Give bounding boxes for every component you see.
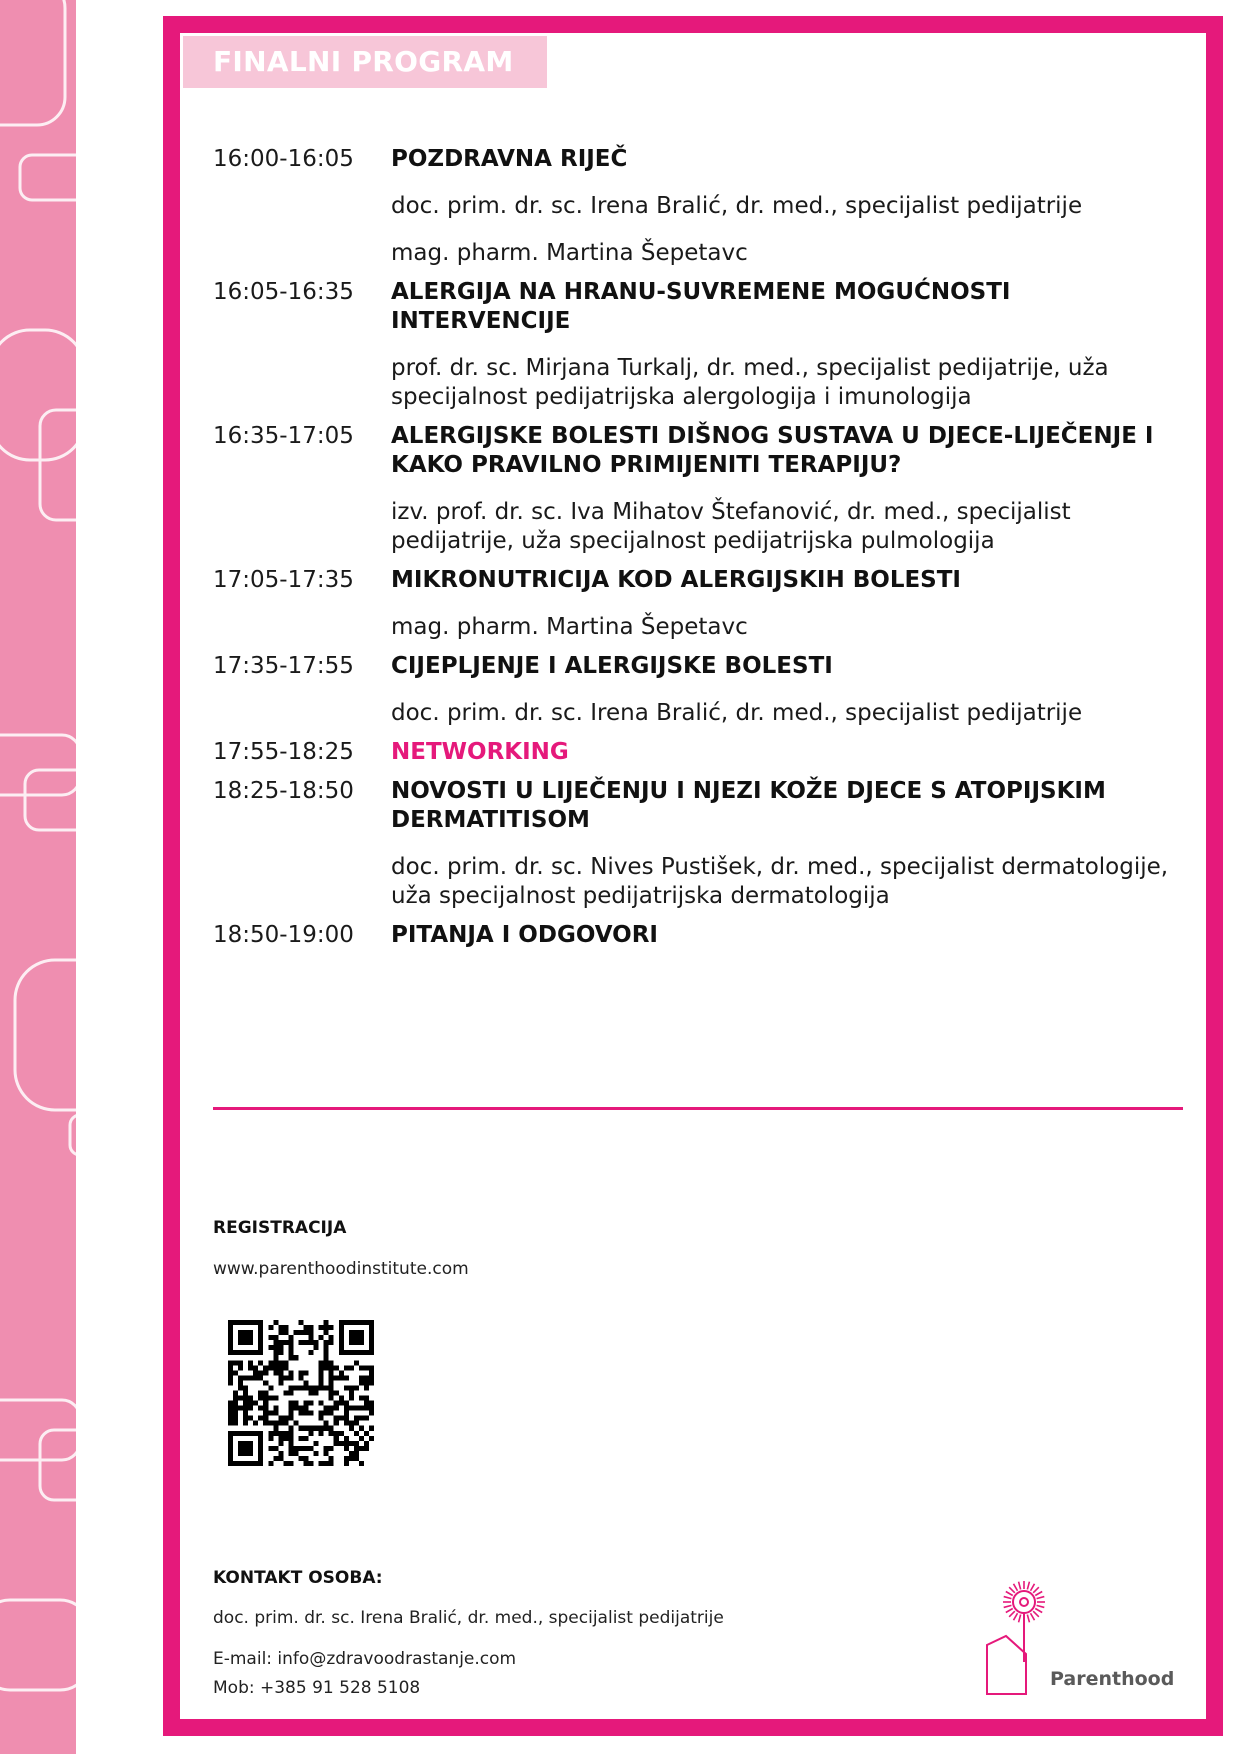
schedule-row [213, 566, 1183, 642]
contact-name: doc. prim. dr. sc. Irena Bralić, dr. med., specijalist pedijatrije [213, 1608, 724, 1628]
session-title: POZDRAVNA RIJEČ [391, 146, 628, 172]
schedule-row [213, 652, 1183, 728]
parenthood-logo-text: Parenthood [1050, 1668, 1175, 1690]
session-content [391, 777, 1183, 911]
contact-phone[interactable]: Mob: +385 91 528 5108 [213, 1678, 421, 1698]
session-time: 16:05-16:35 [213, 279, 354, 305]
session-speaker: prof. dr. sc. Mirjana Turkalj, dr. med., specijalist pedijatrije, uža specijalnost pedijatrijska alergologija i imunologija [391, 355, 1109, 410]
session-content [391, 145, 1183, 268]
decorative-pattern [0, 0, 76, 1754]
session-content [391, 566, 1183, 642]
contact-heading: KONTAKT OSOBA: [213, 1568, 383, 1588]
program-title: FINALNI PROGRAM [183, 36, 547, 88]
section-divider [213, 1107, 1183, 1110]
registration-url[interactable]: www.parenthoodinstitute.com [213, 1259, 469, 1279]
session-content [391, 422, 1183, 556]
session-title: ALERGIJSKE BOLESTI DIŠNOG SUSTAVA U DJECE-LIJEČENJE I KAKO PRAVILNO PRIMIJENITI TERAPIJU? [391, 423, 1154, 478]
session-title: NOVOSTI U LIJEČENJU I NJEZI KOŽE DJECE S ATOPIJSKIM DERMATITISOM [391, 778, 1106, 833]
qr-code[interactable] [228, 1320, 374, 1466]
session-time: 16:00-16:05 [213, 146, 354, 172]
session-speaker: izv. prof. dr. sc. Iva Mihatov Štefanović, dr. med., specijalist pedijatrije, uža specijalnost pedijatrijska pulmologija [391, 499, 1071, 554]
schedule-list [213, 145, 1183, 960]
schedule-row [213, 145, 1183, 268]
session-speaker: mag. pharm. Martina Šepetavc [391, 614, 748, 640]
session-speaker: doc. prim. dr. sc. Irena Bralić, dr. med., specijalist pedijatrije [391, 700, 1083, 726]
schedule-row [213, 278, 1183, 412]
schedule-row [213, 738, 1183, 767]
session-content [391, 278, 1183, 412]
session-content [391, 921, 1183, 950]
schedule-row [213, 422, 1183, 556]
contact-email[interactable]: E-mail: info@zdravoodrastanje.com [213, 1649, 517, 1669]
session-title: CIJEPLJENJE I ALERGIJSKE BOLESTI [391, 653, 833, 679]
session-title: ALERGIJA NA HRANU-SUVREMENE MOGUĆNOSTI INTERVENCIJE [391, 279, 1011, 334]
schedule-row [213, 777, 1183, 911]
session-speaker: doc. prim. dr. sc. Nives Pustišek, dr. med., specijalist dermatologije, uža specijalnost pedijatrijska dermatologija [391, 854, 1169, 909]
schedule-row [213, 921, 1183, 950]
session-speaker: doc. prim. dr. sc. Irena Bralić, dr. med., specijalist pedijatrije [391, 193, 1083, 219]
session-time: 17:35-17:55 [213, 653, 354, 679]
session-time: 18:25-18:50 [213, 778, 354, 804]
session-content [391, 652, 1183, 728]
session-title: PITANJA I ODGOVORI [391, 922, 658, 948]
session-title: NETWORKING [391, 739, 569, 765]
session-content [391, 738, 1183, 767]
session-time: 18:50-19:00 [213, 922, 354, 948]
session-time: 16:35-17:05 [213, 423, 354, 449]
session-title: MIKRONUTRICIJA KOD ALERGIJSKIH BOLESTI [391, 567, 961, 593]
session-time: 17:05-17:35 [213, 567, 354, 593]
decorative-left-strip [0, 0, 76, 1754]
session-speaker: mag. pharm. Martina Šepetavc [391, 240, 748, 266]
registration-heading: REGISTRACIJA [213, 1218, 347, 1238]
session-time: 17:55-18:25 [213, 739, 354, 765]
